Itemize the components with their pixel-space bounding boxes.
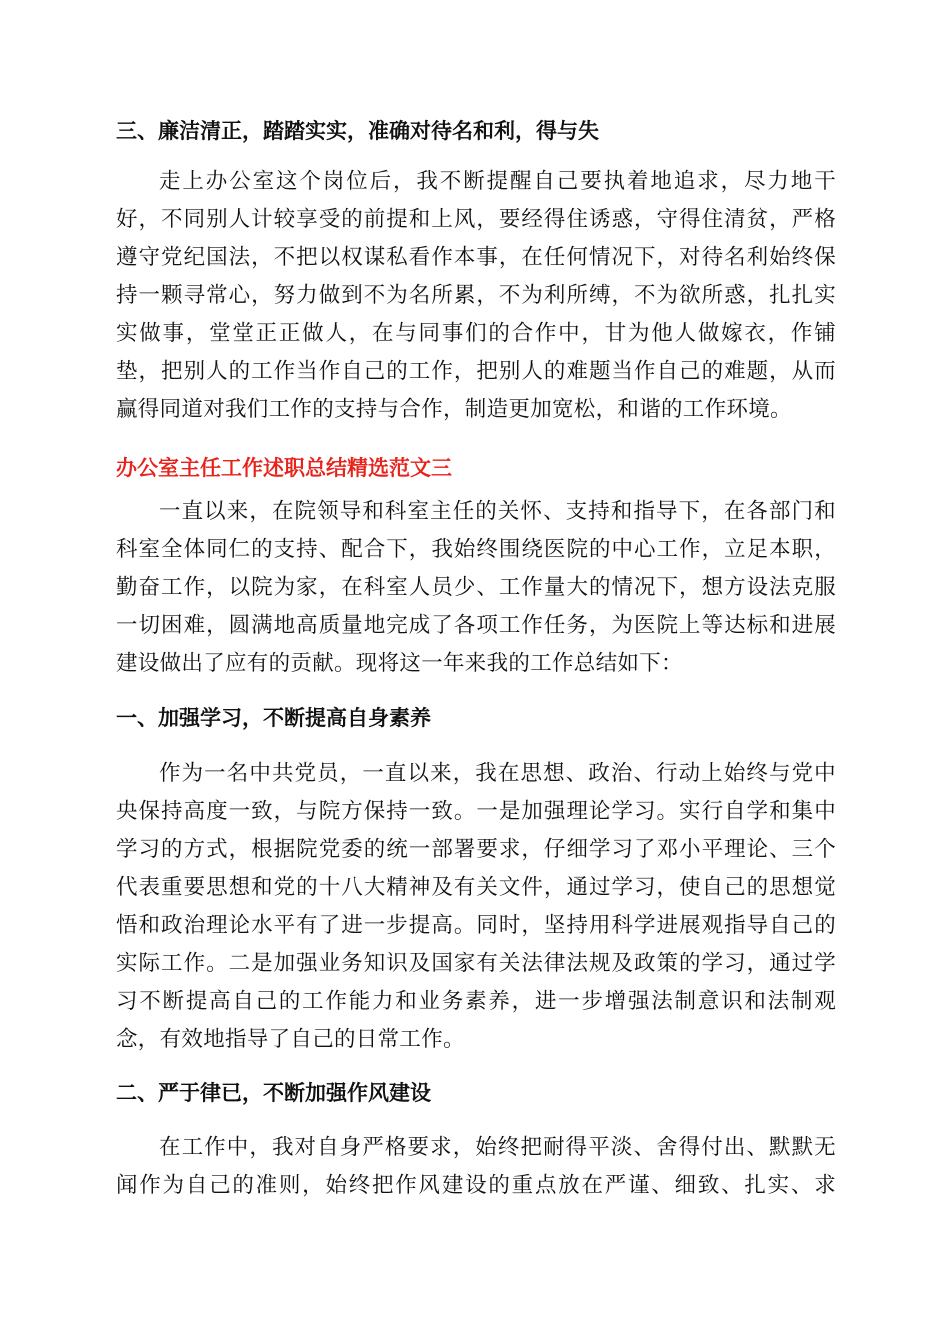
paragraph-line: 建设做出了应有的贡献。现将这一年来我的工作总结如下： [116, 651, 683, 676]
paragraph-discipline [116, 1129, 836, 1205]
paragraph-line: 闻作为自己的准则，始终把作风建设的重点放在严谨、细致、扎实、求 [116, 1173, 836, 1198]
paragraph-line: 垫，把别人的工作当作自己的工作，把别人的难题当作自己的难题，从而 [116, 359, 836, 384]
paragraph-line: 勤奋工作，以院为家，在科室人员少、工作量大的情况下，想方设法克服 [116, 575, 836, 600]
section-heading-study: 一、加强学习，不断提高自身素养 [116, 706, 431, 730]
section-heading-discipline: 二、严于律已，不断加强作风建设 [116, 1081, 431, 1105]
paragraph-line: 央保持高度一致，与院方保持一致。一是加强理论学习。实行自学和集中 [116, 799, 836, 824]
article-title: 办公室主任工作述职总结精选范文三 [116, 456, 452, 480]
paragraph-line: 作为一名中共党员，一直以来，我在思想、政治、行动上始终与党中 [159, 761, 836, 786]
section-heading-integrity: 三、廉洁清正，踏踏实实，准确对待名和利，得与失 [116, 119, 599, 143]
paragraph-line: 念，有效地指导了自己的日常工作。 [116, 1027, 465, 1052]
paragraph-line: 好，不同别人计较享受的前提和上风，要经得住诱惑，守得住清贫，严格 [116, 207, 836, 232]
paragraph-integrity [116, 163, 836, 429]
paragraph-line: 学习的方式，根据院党委的统一部署要求，仔细学习了邓小平理论、三个 [116, 837, 836, 862]
paragraph-line: 实做事，堂堂正正做人，在与同事们的合作中，甘为他人做嫁衣，作铺 [116, 321, 836, 346]
paragraph-line: 一切困难，圆满地高质量地完成了各项工作任务，为医院上等达标和进展 [116, 613, 836, 638]
paragraph-line: 遵守党纪国法，不把以权谋私看作本事，在任何情况下，对待名利始终保 [116, 245, 836, 270]
paragraph-line: 赢得同道对我们工作的支持与合作，制造更加宽松，和谐的工作环境。 [116, 397, 792, 422]
paragraph-line: 科室全体同仁的支持、配合下，我始终围绕医院的中心工作，立足本职， [116, 537, 836, 562]
paragraph-line: 习不断提高自己的工作能力和业务素养，进一步增强法制意识和法制观 [116, 989, 836, 1014]
paragraph-line: 一直以来，在院领导和科室主任的关怀、支持和指导下，在各部门和 [159, 499, 836, 524]
paragraph-line: 在工作中，我对自身严格要求，始终把耐得平淡、舍得付出、默默无 [159, 1135, 836, 1160]
paragraph-line: 悟和政治理论水平有了进一步提高。同时，坚持用科学进展观指导自己的 [116, 913, 836, 938]
paragraph-line: 持一颗寻常心，努力做到不为名所累，不为利所缚，不为欲所惑，扎扎实 [116, 283, 836, 308]
paragraph-intro [116, 493, 836, 683]
paragraph-study [116, 755, 836, 1059]
paragraph-line: 走上办公室这个岗位后，我不断提醒自己要执着地追求，尽力地干 [159, 169, 836, 194]
paragraph-line: 代表重要思想和党的十八大精神及有关文件，通过学习，使自己的思想觉 [116, 875, 836, 900]
paragraph-line: 实际工作。二是加强业务知识及国家有关法律法规及政策的学习，通过学 [116, 951, 836, 976]
